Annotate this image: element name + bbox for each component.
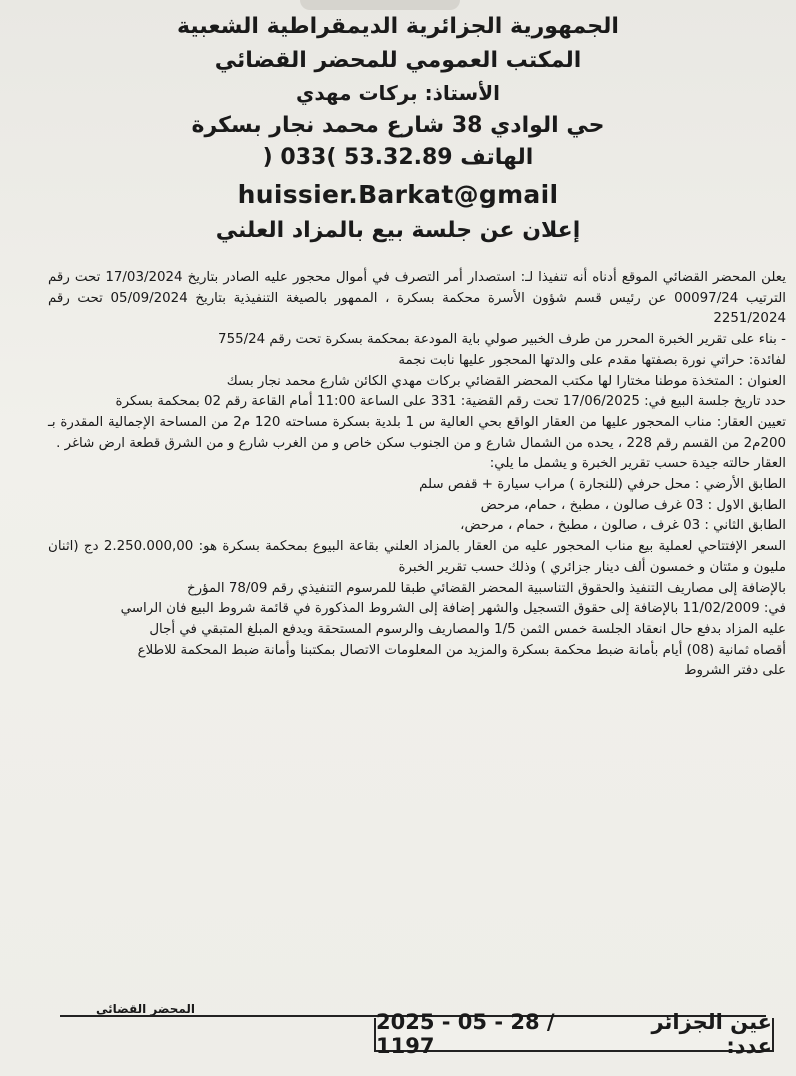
paragraph: العقار حالته جيدة حسب تقرير الخبرة و يشمل ما يلي: — [489, 456, 786, 472]
paragraph: يعلن المحضر القضائي الموقع أدناه أنه تنفيذا لـ: استصدار أمر التصرف في أموال محجور عليه الصادر بتاريخ 17/03/2024 تحت رقم الترتيب 00097/24 عن رئيس قسم شؤون الأسرة محكمة بسكرة ، الممهور بالصيغة التنفيذية بتاريخ 05/09/2024 تحت رقم 2251/2024 — [48, 270, 787, 327]
paragraph: السعر الإفتتاحي لعملية بيع مناب المحجور عليه من العقار بالمزاد العلني بقاعة البيوع بمحكمة بسكرة هو: 2.250.000,00 دج (اثنان مليون و مئتان و خمسون ألف دينار جزائري ) وذلك حسب تقرير الخبرة — [48, 539, 786, 575]
letterhead — [0, 12, 796, 244]
print-smudge — [300, 0, 460, 10]
paragraph: على دفتر الشروط — [684, 663, 786, 679]
paragraph: تعيين العقار: مناب المحجور عليها من العقار الواقع بحي العالية س 1 بلدية بسكرة مساحته 120 م2 من المساحة الإجمالية المقدرة بـ 200م2 من القسم رقم 228 ، يحده من الشمال شارع و من الجنوب سكن خاص و من الغرب شارع و من الشرق قطعة ارض شاغر . — [48, 414, 786, 451]
publication-reference-box — [374, 1010, 774, 1058]
paragraph: حدد تاريخ جلسة البيع في: 17/06/2025 تحت رقم القضية: 331 على الساعة 11:00 أمام القاعة رقم 02 بمحكمة بسكرة — [115, 394, 786, 410]
paragraph: أقصاه ثمانية (08) أيام بأمانة ضبط محكمة بسكرة والمزيد من المعلومات الاتصال بمكتبنا وأمانة ضبط المحكمة للاطلاع — [137, 642, 786, 658]
announcement-body — [48, 268, 786, 682]
paragraph: بالإضافة إلى مصاريف التنفيذ والحقوق التناسبية المحضر القضائي طبقا للمرسوم التنفيذي رقم 78/09 المؤرخ — [187, 580, 786, 596]
office-phone: الهاتف 53.32.89 )033 ( — [262, 145, 534, 171]
paragraph: العنوان : المتخذة موطنا مختارا لها مكتب المحضر القضائي بركات مهدي الكائن شارع محمد نجار بسك — [226, 373, 786, 389]
bailiff-name: الأستاذ: بركات مهدي — [296, 80, 500, 105]
paragraph: في: 11/02/2009 بالإضافة إلى حقوق التسجيل والشهر إضافة إلى الشروط المذكورة في قائمة شروط البيع فان الراسي — [120, 601, 786, 617]
office-title: المكتب العمومي للمحضر القضائي — [214, 48, 582, 74]
office-email: huissier.Barkat@gmail — [237, 179, 559, 209]
republic-title: الجمهورية الجزائرية الديمقراطية الشعبية — [177, 14, 619, 39]
paragraph: عليه المزاد بدفع حال انعقاد الجلسة خمس الثمن 1/5 والمصاريف والرسوم المستحقة ويدفع المبلغ المتبقي في أجال — [149, 621, 786, 637]
publication-label: عين الجزائر عدد: — [651, 1010, 772, 1058]
paragraph: - بناء على تقرير الخبرة المحرر من طرف الخبير صولي باية المودعة بمحكمة بسكرة تحت رقم 755/24 — [218, 332, 786, 348]
announcement-title: إعلان عن جلسة بيع بالمزاد العلني — [215, 217, 581, 243]
office-address: حي الوادي 38 شارع محمد نجار بسكرة — [191, 112, 605, 138]
paragraph: الطابق الاول : 03 غرف صالون ، مطبخ ، حمام، مرحض — [480, 497, 786, 513]
paragraph: الطابق الأرضي : محل حرفي (للنجارة ) مراب سيارة + قفص سلم — [419, 477, 786, 493]
paragraph: لفائدة: حراتي نورة بصفتها مقدم على والدتها المحجور عليها نابت نجمة — [398, 352, 786, 368]
paragraph: الطابق الثاني : 03 غرف ، صالون ، مطبخ ، حمام ، مرحض، — [460, 518, 786, 534]
publication-number-date: 2025 - 05 - 28 / 1197 — [376, 1010, 555, 1058]
signature-label: المحضر القضائي — [96, 1002, 196, 1016]
